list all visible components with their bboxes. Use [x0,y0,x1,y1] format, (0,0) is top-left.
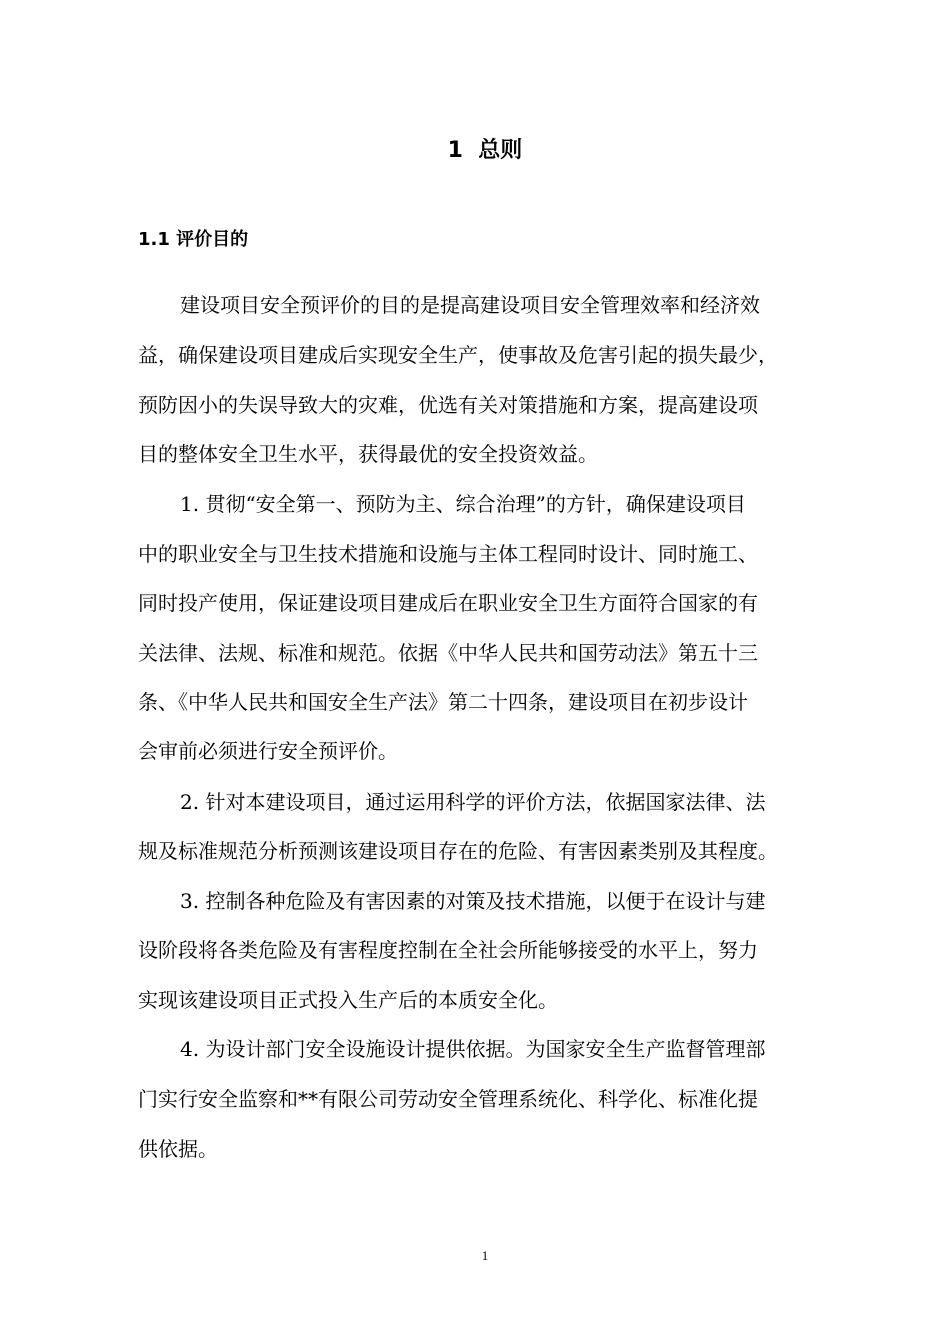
body-line: 1. 贯彻“安全第一、预防为主、综合治理”的方针，确保建设项目 [180,492,746,516]
body-line: 门实行安全监察和**有限公司劳动安全管理系统化、科学化、标准化提 [138,1087,758,1111]
chapter-title: 1 总则 [447,138,523,163]
body-line: 4. 为设计部门安全设施设计提供依据。为国家安全生产监督管理部 [180,1037,766,1061]
body-line: 2. 针对本建设项目，通过运用科学的评价方法，依据国家法律、法 [180,790,766,814]
body-line: 实现该建设项目正式投入生产后的本质安全化。 [138,988,558,1012]
body-line: 会审前必须进行安全预评价。 [138,739,398,763]
body-line: 建设项目安全预评价的目的是提高建设项目安全管理效率和经济效 [180,293,760,317]
body-line: 关法律、法规、标准和规范。依据《中华人民共和国劳动法》第五十三 [138,641,758,665]
body-line: 设阶段将各类危险及有害程度控制在全社会所能够接受的水平上，努力 [138,938,758,962]
body-line: 同时投产使用，保证建设项目建成后在职业安全卫生方面符合国家的有 [138,591,758,615]
body-line: 预防因小的失误导致大的灾难，优选有关对策措施和方案，提高建设项 [138,393,758,417]
body-line: 供依据。 [138,1137,218,1161]
page-number: 1 [481,1248,489,1263]
body-line: 规及标准规范分析预测该建设项目存在的危险、有害因素类别及其程度。 [138,839,778,863]
body-line: 中的职业安全与卫生技术措施和设施与主体工程同时设计、同时施工、 [138,542,758,566]
body-line: 目的整体安全卫生水平，获得最优的安全投资效益。 [138,442,598,466]
section-title: 1.1 评价目的 [138,229,249,250]
body-line: 3. 控制各种危险及有害因素的对策及技术措施，以便于在设计与建 [180,889,766,913]
body-line: 条、《中华人民共和国安全生产法》第二十四条，建设项目在初步设计 [138,690,748,714]
body-line: 益，确保建设项目建成后实现安全生产，使事故及危害引起的损失最少， [138,343,778,367]
